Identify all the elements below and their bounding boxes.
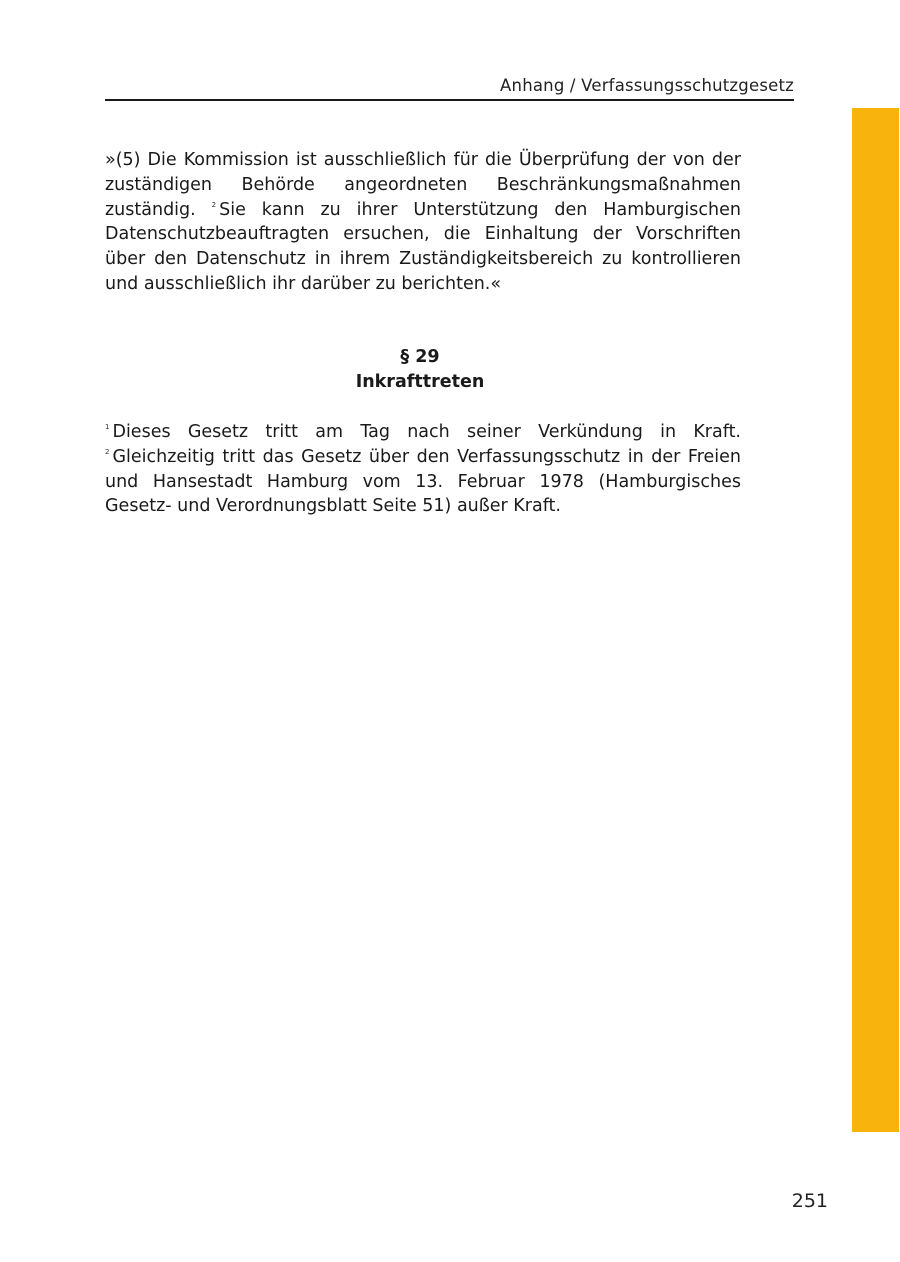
section-heading bbox=[105, 345, 735, 395]
sentence-number-2: 2 bbox=[211, 200, 217, 209]
paragraph-5-sentence-2: Sie kann zu ihrer Unterstützung den Hamburgischen Datenschutzbeauftragten ersuchen, die Einhaltung der Vorschriften über den Datenschutz in ihrem Zuständigkeitsbereich zu kontrollieren und ausschließlich ihr darüber zu berichten.« bbox=[105, 199, 741, 294]
section-29-sentence-1: Dieses Gesetz tritt am Tag nach seiner Verkündung in Kraft. bbox=[112, 422, 741, 442]
running-header-title: Anhang / Verfassungsschutzgesetz bbox=[500, 76, 794, 95]
sentence-number-1: 1 bbox=[105, 423, 110, 431]
section-29-text bbox=[105, 420, 741, 519]
section-title: Inkrafttreten bbox=[355, 372, 485, 392]
page-number: 251 bbox=[791, 1190, 828, 1212]
running-header bbox=[105, 74, 794, 101]
section-29-sentence-2: Gleichzeitig tritt das Gesetz über den Verfassungsschutz in der Freien und Hansestadt Hamburg vom 13. Februar 1978 (Hamburgisches Gesetz- und Verordnungsblatt Seite 51) außer Kraft. bbox=[105, 446, 741, 517]
paragraph-5 bbox=[105, 148, 741, 297]
chapter-tab-marker bbox=[852, 108, 899, 1132]
section-number: § 29 bbox=[400, 347, 440, 367]
sentence-number-2: 2 bbox=[105, 447, 110, 456]
paragraph-5-lead: »(5) Die Kommission ist ausschließlich für die Überprüfung der von der zuständigen Behörde angeordneten Beschränkungsmaßnahmen zuständig. bbox=[105, 150, 741, 220]
